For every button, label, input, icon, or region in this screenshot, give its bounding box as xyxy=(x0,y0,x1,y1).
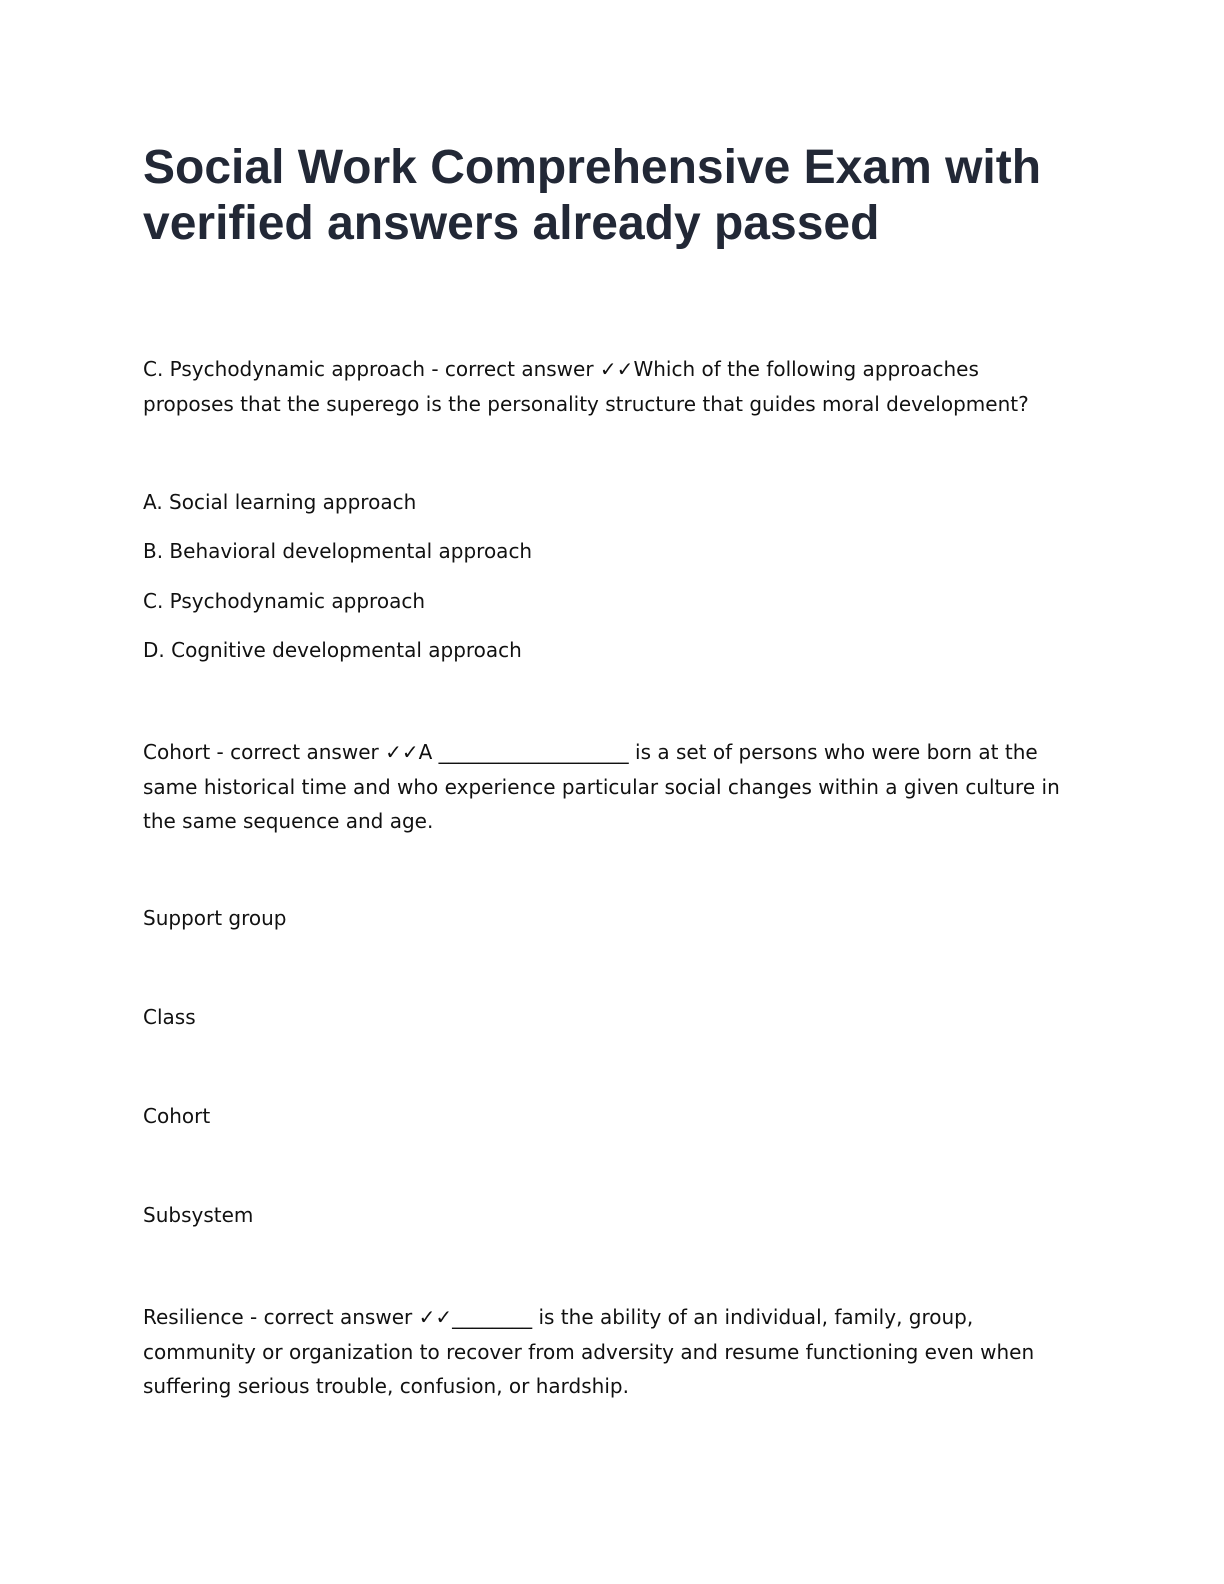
question-1-option-d: D. Cognitive developmental approach xyxy=(143,638,522,662)
check-marks-icon: ✓✓ xyxy=(418,1305,453,1329)
question-1-option-a: A. Social learning approach xyxy=(143,490,417,514)
question-2-option-4: Subsystem xyxy=(143,1203,254,1227)
question-1-option-c: C. Psychodynamic approach xyxy=(143,589,426,613)
question-2-text: A ___________________ is a set of persons who were born at the same historical time and who experience particular social changes within a given culture in the same sequence and age. xyxy=(143,740,1060,833)
question-1-answer: C. Psychodynamic approach - correct answer xyxy=(143,357,600,381)
question-3-text: ________ is the ability of an individual, family, group, community or organization to recover from adversity and resume functioning even when suffering serious trouble, confusion, or hardship. xyxy=(143,1305,1035,1398)
question-2-option-2: Class xyxy=(143,1005,196,1029)
question-2-option-1: Support group xyxy=(143,906,287,930)
question-3-answer: Resilience - correct answer xyxy=(143,1305,419,1329)
question-2-option-3: Cohort xyxy=(143,1104,211,1128)
check-marks-icon: ✓✓ xyxy=(599,357,634,381)
question-2 xyxy=(143,735,1073,839)
check-marks-icon: ✓✓ xyxy=(385,740,419,764)
question-1-option-b: B. Behavioral developmental approach xyxy=(143,539,533,563)
question-1-text: Which of the following approaches proposes that the superego is the personality structure that guides moral development? xyxy=(143,357,1029,416)
question-3 xyxy=(143,1300,1073,1404)
question-2-answer: Cohort - correct answer xyxy=(143,740,386,764)
document-title: Social Work Comprehensive Exam with verified answers already passed xyxy=(143,141,1042,250)
question-1 xyxy=(143,352,1073,421)
